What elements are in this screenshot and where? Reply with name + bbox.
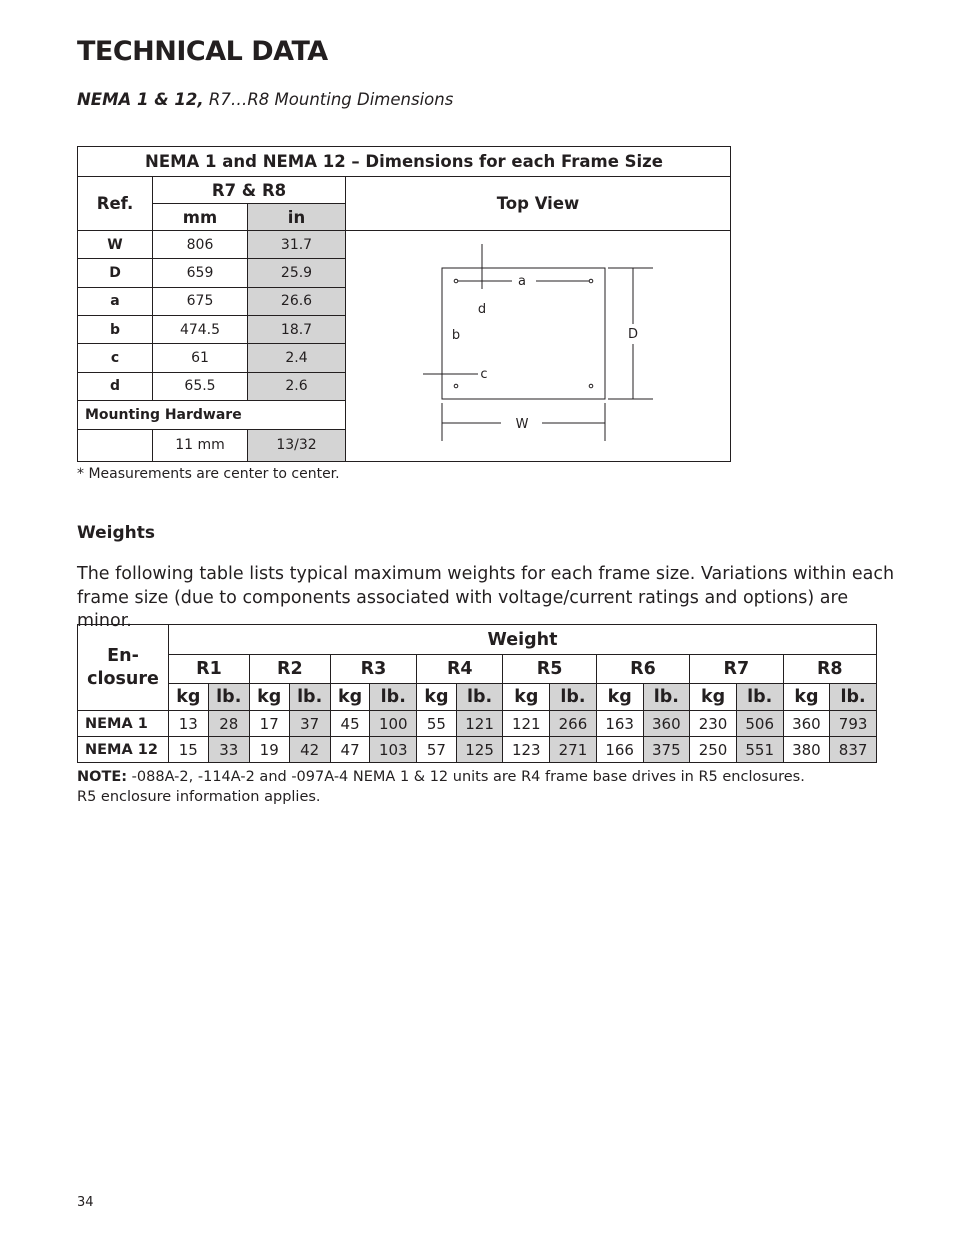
- weight-cell: 13: [169, 711, 209, 737]
- mounting-hole: [589, 279, 593, 283]
- weight-cell: 103: [370, 737, 417, 763]
- weight-header: Weight: [169, 625, 877, 655]
- mounting-hole: [454, 279, 458, 283]
- unit-kg-header: kg: [330, 684, 370, 711]
- subtitle-rest: R7…R8 Mounting Dimensions: [203, 90, 454, 109]
- frame-header: R2: [249, 655, 330, 684]
- weight-cell: 121: [456, 711, 503, 737]
- ref-cell: d: [78, 372, 153, 400]
- weight-cell: 17: [249, 711, 289, 737]
- weights-table: [77, 624, 877, 763]
- unit-kg-header: kg: [503, 684, 550, 711]
- weight-cell: 506: [736, 711, 783, 737]
- label-D: D: [627, 327, 639, 342]
- weight-cell: 551: [736, 737, 783, 763]
- note-label: NOTE:: [77, 769, 128, 785]
- mm-cell: 806: [153, 231, 248, 259]
- measurement-note: * Measurements are center to center.: [77, 466, 340, 482]
- frame-header: R7: [690, 655, 783, 684]
- frame-header: R5: [503, 655, 596, 684]
- frame-header: R3: [330, 655, 416, 684]
- mm-cell: 474.5: [153, 316, 248, 344]
- label-W: W: [515, 417, 529, 432]
- weight-cell: 266: [550, 711, 597, 737]
- in-cell: 18.7: [248, 316, 346, 344]
- dimensions-table: [77, 146, 731, 462]
- unit-kg-header: kg: [169, 684, 209, 711]
- unit-lb-header: lb.: [370, 684, 417, 711]
- mounting-hole: [454, 384, 458, 388]
- mm-cell: 675: [153, 287, 248, 315]
- label-c: c: [480, 367, 488, 382]
- in-cell: 31.7: [248, 231, 346, 259]
- ref-cell: D: [78, 259, 153, 287]
- ref-header: Ref.: [78, 177, 153, 231]
- unit-lb-header: lb.: [208, 684, 249, 711]
- unit-lb-header: lb.: [289, 684, 330, 711]
- weight-cell: 380: [783, 737, 830, 763]
- weights-paragraph: The following table lists typical maximum weights for each frame size. Variations within each frame size (due to components associated with voltage/current ratings and options) are minor.: [77, 564, 895, 631]
- weights-heading: Weights: [77, 523, 156, 543]
- note-text: -088A-2, -114A-2 and -097A-4 NEMA 1 & 12 units are R4 frame base drives in R5 enclosures.: [127, 769, 805, 785]
- empty-cell: [78, 429, 153, 461]
- weight-cell: 837: [830, 737, 877, 763]
- weight-cell: 37: [289, 711, 330, 737]
- page-number: 34: [77, 1195, 94, 1210]
- note-line2: R5 enclosure information applies.: [77, 789, 321, 805]
- enclosure-header: [78, 625, 169, 711]
- ref-cell: a: [78, 287, 153, 315]
- row-label: NEMA 1: [78, 711, 169, 737]
- unit-kg-header: kg: [690, 684, 737, 711]
- weight-cell: 47: [330, 737, 370, 763]
- enclosure-header-line1: En-: [107, 645, 139, 666]
- unit-lb-header: lb.: [456, 684, 503, 711]
- weight-cell: 15: [169, 737, 209, 763]
- in-header: in: [248, 204, 346, 231]
- weight-cell: 360: [783, 711, 830, 737]
- weight-cell: 271: [550, 737, 597, 763]
- frame-header-row: [78, 655, 877, 684]
- weight-cell: 57: [417, 737, 457, 763]
- weight-cell: 33: [208, 737, 249, 763]
- page-title: TECHNICAL DATA: [77, 36, 328, 67]
- weight-cell: 166: [596, 737, 643, 763]
- table-row: [78, 711, 877, 737]
- weight-cell: 45: [330, 711, 370, 737]
- weight-cell: 55: [417, 711, 457, 737]
- weight-cell: 250: [690, 737, 737, 763]
- weight-cell: 28: [208, 711, 249, 737]
- weight-cell: 230: [690, 711, 737, 737]
- weight-cell: 375: [643, 737, 690, 763]
- unit-kg-header: kg: [249, 684, 289, 711]
- label-a: a: [518, 274, 526, 289]
- frame-header: R6: [596, 655, 689, 684]
- frame-header: R4: [417, 655, 503, 684]
- subtitle-bold: NEMA 1 & 12,: [77, 90, 204, 109]
- weight-cell: 121: [503, 711, 550, 737]
- weight-cell: 19: [249, 737, 289, 763]
- unit-kg-header: kg: [783, 684, 830, 711]
- unit-kg-header: kg: [417, 684, 457, 711]
- mm-cell: 659: [153, 259, 248, 287]
- table-row: [78, 737, 877, 763]
- footnote: [77, 767, 877, 807]
- unit-lb-header: lb.: [643, 684, 690, 711]
- mounting-hardware-mm: 11 mm: [153, 429, 248, 461]
- top-view-diagram: [346, 231, 729, 461]
- label-b: b: [451, 328, 461, 343]
- mounting-hole: [589, 384, 593, 388]
- in-cell: 25.9: [248, 259, 346, 287]
- mounting-hardware-in: 13/32: [248, 429, 346, 461]
- in-cell: 2.4: [248, 344, 346, 372]
- unit-kg-header: kg: [596, 684, 643, 711]
- weight-cell: 360: [643, 711, 690, 737]
- frame-header: R1: [169, 655, 250, 684]
- unit-header-row: [78, 684, 877, 711]
- unit-lb-header: lb.: [550, 684, 597, 711]
- unit-lb-header: lb.: [736, 684, 783, 711]
- mm-header: mm: [153, 204, 248, 231]
- ref-cell: c: [78, 344, 153, 372]
- ref-cell: W: [78, 231, 153, 259]
- weight-cell: 100: [370, 711, 417, 737]
- weight-cell: 125: [456, 737, 503, 763]
- weight-cell: 793: [830, 711, 877, 737]
- top-view-diagram-cell: [346, 231, 731, 462]
- mm-cell: 65.5: [153, 372, 248, 400]
- enclosure-header-line2: closure: [87, 668, 159, 689]
- frame-header: R7 & R8: [153, 177, 346, 204]
- unit-lb-header: lb.: [830, 684, 877, 711]
- dimensions-caption: NEMA 1 and NEMA 12 – Dimensions for each Frame Size: [78, 147, 731, 177]
- weight-cell: 42: [289, 737, 330, 763]
- top-view-header: Top View: [346, 177, 731, 231]
- ref-cell: b: [78, 316, 153, 344]
- in-cell: 2.6: [248, 372, 346, 400]
- mm-cell: 61: [153, 344, 248, 372]
- in-cell: 26.6: [248, 287, 346, 315]
- row-label: NEMA 12: [78, 737, 169, 763]
- weight-cell: 163: [596, 711, 643, 737]
- frame-header: R8: [783, 655, 876, 684]
- weight-cell: 123: [503, 737, 550, 763]
- section-subtitle: [77, 90, 453, 109]
- mounting-hardware-label: Mounting Hardware: [78, 401, 346, 429]
- table-row: [78, 231, 731, 259]
- label-d: d: [477, 302, 487, 317]
